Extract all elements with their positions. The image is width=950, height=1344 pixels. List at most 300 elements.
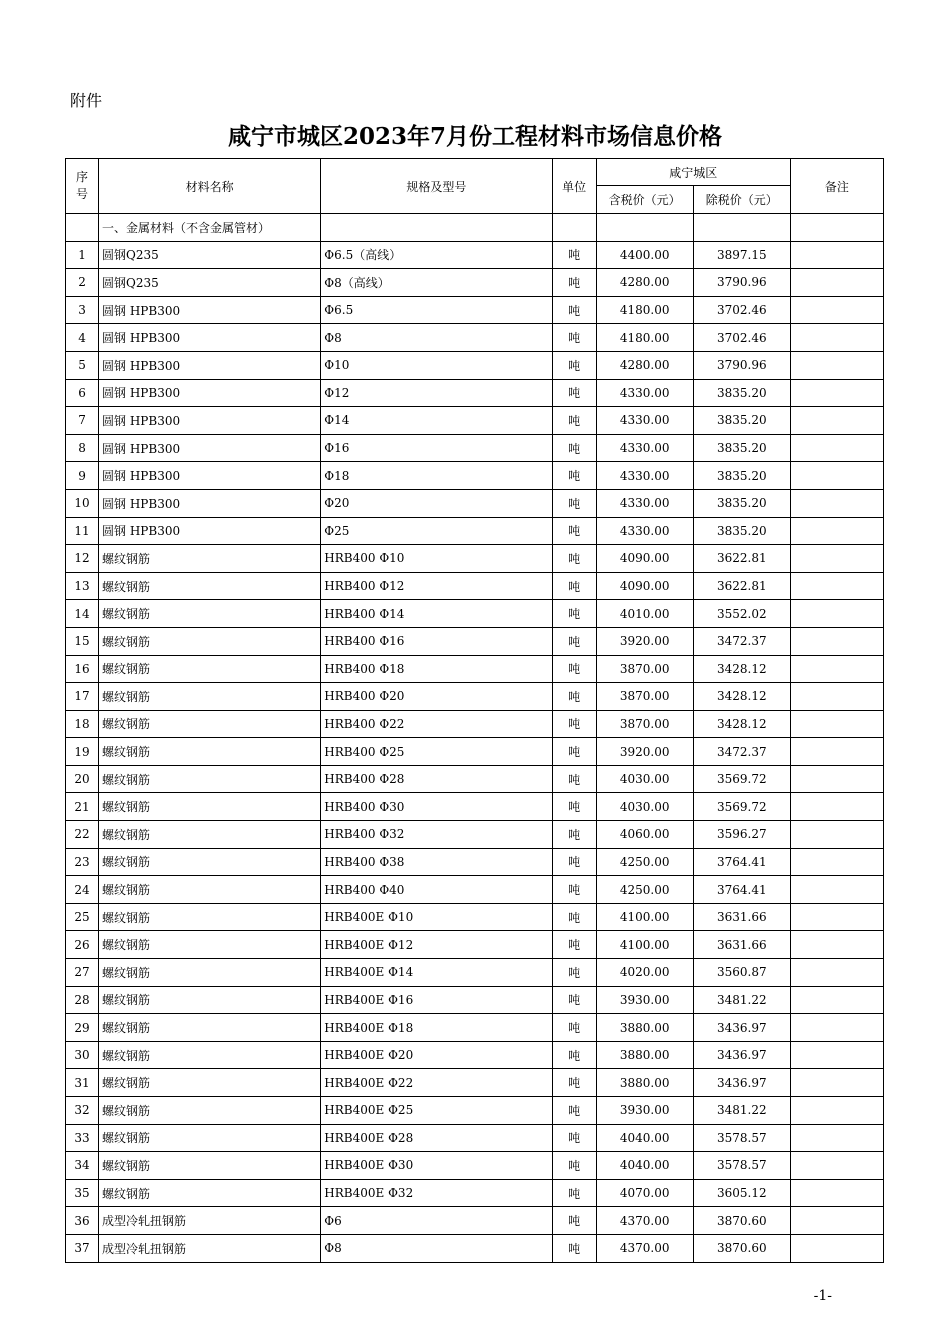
section-seq-cell	[66, 214, 99, 242]
cell-seq: 30	[66, 1041, 99, 1069]
cell-spec: HRB400 Φ25	[321, 738, 552, 766]
cell-price-incl: 4280.00	[596, 351, 693, 379]
cell-seq: 8	[66, 434, 99, 462]
cell-price-incl: 3930.00	[596, 1097, 693, 1125]
section-spec-cell	[321, 214, 552, 242]
cell-seq: 15	[66, 627, 99, 655]
cell-price-incl: 4030.00	[596, 765, 693, 793]
cell-price-incl: 3880.00	[596, 1014, 693, 1042]
cell-spec: HRB400E Φ18	[321, 1014, 552, 1042]
cell-price-incl: 4040.00	[596, 1152, 693, 1180]
cell-seq: 18	[66, 710, 99, 738]
cell-spec: HRB400 Φ14	[321, 600, 552, 628]
cell-spec: HRB400 Φ38	[321, 848, 552, 876]
cell-unit: 吨	[552, 903, 596, 931]
cell-remark	[790, 738, 883, 766]
cell-price-excl: 3569.72	[693, 765, 790, 793]
cell-price-incl: 3920.00	[596, 738, 693, 766]
cell-name: 圆钢 HPB300	[99, 462, 321, 490]
cell-seq: 17	[66, 683, 99, 711]
cell-seq: 32	[66, 1097, 99, 1125]
cell-name: 圆钢 HPB300	[99, 489, 321, 517]
table-row	[66, 1014, 884, 1042]
cell-remark	[790, 1124, 883, 1152]
cell-name: 圆钢 HPB300	[99, 296, 321, 324]
cell-name: 圆钢Q235	[99, 269, 321, 297]
cell-spec: Φ25	[321, 517, 552, 545]
header-spec: 规格及型号	[321, 159, 552, 214]
cell-name: 螺纹钢筋	[99, 655, 321, 683]
cell-remark	[790, 489, 883, 517]
cell-spec: HRB400 Φ22	[321, 710, 552, 738]
cell-remark	[790, 545, 883, 573]
cell-seq: 28	[66, 986, 99, 1014]
table-row	[66, 931, 884, 959]
cell-price-excl: 3835.20	[693, 379, 790, 407]
cell-price-incl: 3930.00	[596, 986, 693, 1014]
cell-spec: HRB400E Φ12	[321, 931, 552, 959]
cell-seq: 9	[66, 462, 99, 490]
cell-seq: 11	[66, 517, 99, 545]
cell-price-excl: 3596.27	[693, 821, 790, 849]
cell-unit: 吨	[552, 1097, 596, 1125]
cell-seq: 25	[66, 903, 99, 931]
cell-remark	[790, 1041, 883, 1069]
cell-unit: 吨	[552, 738, 596, 766]
cell-unit: 吨	[552, 1207, 596, 1235]
attachment-label: 附件	[70, 91, 103, 110]
cell-spec: Φ20	[321, 489, 552, 517]
cell-price-excl: 3436.97	[693, 1014, 790, 1042]
cell-unit: 吨	[552, 655, 596, 683]
cell-seq: 5	[66, 351, 99, 379]
cell-unit: 吨	[552, 931, 596, 959]
cell-seq: 22	[66, 821, 99, 849]
cell-price-incl: 3870.00	[596, 683, 693, 711]
cell-price-incl: 4020.00	[596, 959, 693, 987]
cell-price-incl: 4070.00	[596, 1179, 693, 1207]
table-row	[66, 572, 884, 600]
cell-remark	[790, 600, 883, 628]
cell-name: 螺纹钢筋	[99, 1124, 321, 1152]
cell-remark	[790, 959, 883, 987]
cell-remark	[790, 1014, 883, 1042]
section-title: 一、金属材料（不含金属管材）	[99, 214, 321, 242]
cell-spec: Φ6.5	[321, 296, 552, 324]
cell-price-excl: 3472.37	[693, 738, 790, 766]
cell-name: 螺纹钢筋	[99, 1097, 321, 1125]
cell-price-incl: 3880.00	[596, 1069, 693, 1097]
cell-seq: 20	[66, 765, 99, 793]
cell-name: 螺纹钢筋	[99, 765, 321, 793]
cell-unit: 吨	[552, 627, 596, 655]
cell-unit: 吨	[552, 959, 596, 987]
header-seq-label: 序号	[76, 170, 89, 201]
cell-remark	[790, 683, 883, 711]
cell-unit: 吨	[552, 324, 596, 352]
table-row	[66, 765, 884, 793]
cell-name: 螺纹钢筋	[99, 959, 321, 987]
table-row	[66, 848, 884, 876]
cell-price-excl: 3790.96	[693, 269, 790, 297]
cell-price-excl: 3835.20	[693, 462, 790, 490]
price-table	[65, 158, 884, 1263]
table-row	[66, 600, 884, 628]
cell-seq: 26	[66, 931, 99, 959]
table-row	[66, 1041, 884, 1069]
cell-price-excl: 3764.41	[693, 848, 790, 876]
table-row	[66, 379, 884, 407]
cell-remark	[790, 351, 883, 379]
cell-seq: 29	[66, 1014, 99, 1042]
table-row	[66, 793, 884, 821]
table-row	[66, 683, 884, 711]
cell-price-incl: 4330.00	[596, 407, 693, 435]
cell-price-incl: 3870.00	[596, 710, 693, 738]
cell-remark	[790, 848, 883, 876]
cell-spec: Φ16	[321, 434, 552, 462]
cell-price-incl: 4330.00	[596, 489, 693, 517]
cell-price-incl: 4090.00	[596, 545, 693, 573]
cell-price-incl: 3880.00	[596, 1041, 693, 1069]
table-row	[66, 655, 884, 683]
cell-price-incl: 4250.00	[596, 848, 693, 876]
cell-remark	[790, 434, 883, 462]
cell-seq: 31	[66, 1069, 99, 1097]
cell-spec: HRB400 Φ28	[321, 765, 552, 793]
cell-unit: 吨	[552, 241, 596, 269]
table-row	[66, 1179, 884, 1207]
header-seq	[66, 159, 99, 214]
cell-unit: 吨	[552, 434, 596, 462]
table-row	[66, 1097, 884, 1125]
cell-price-incl: 4180.00	[596, 324, 693, 352]
page-title: 咸宁市城区2023年7月份工程材料市场信息价格	[227, 123, 723, 150]
cell-name: 螺纹钢筋	[99, 1179, 321, 1207]
cell-unit: 吨	[552, 269, 596, 297]
cell-unit: 吨	[552, 821, 596, 849]
cell-remark	[790, 1207, 883, 1235]
cell-price-incl: 4100.00	[596, 931, 693, 959]
cell-name: 螺纹钢筋	[99, 1014, 321, 1042]
cell-remark	[790, 793, 883, 821]
cell-price-excl: 3569.72	[693, 793, 790, 821]
cell-remark	[790, 269, 883, 297]
cell-price-incl: 4280.00	[596, 269, 693, 297]
cell-unit: 吨	[552, 462, 596, 490]
table-row	[66, 903, 884, 931]
cell-seq: 13	[66, 572, 99, 600]
cell-name: 螺纹钢筋	[99, 627, 321, 655]
cell-price-incl: 4250.00	[596, 876, 693, 904]
cell-price-incl: 4100.00	[596, 903, 693, 931]
cell-name: 螺纹钢筋	[99, 986, 321, 1014]
cell-price-incl: 3920.00	[596, 627, 693, 655]
table-row	[66, 1069, 884, 1097]
cell-price-excl: 3622.81	[693, 545, 790, 573]
cell-spec: HRB400 Φ10	[321, 545, 552, 573]
cell-remark	[790, 572, 883, 600]
cell-remark	[790, 1179, 883, 1207]
cell-price-excl: 3578.57	[693, 1124, 790, 1152]
table-row	[66, 738, 884, 766]
cell-spec: HRB400E Φ30	[321, 1152, 552, 1180]
cell-price-incl: 4060.00	[596, 821, 693, 849]
cell-name: 圆钢 HPB300	[99, 324, 321, 352]
table-row	[66, 296, 884, 324]
cell-unit: 吨	[552, 876, 596, 904]
cell-name: 螺纹钢筋	[99, 545, 321, 573]
cell-unit: 吨	[552, 545, 596, 573]
cell-remark	[790, 655, 883, 683]
cell-name: 螺纹钢筋	[99, 931, 321, 959]
table-row	[66, 821, 884, 849]
cell-spec: HRB400 Φ30	[321, 793, 552, 821]
table-row	[66, 324, 884, 352]
cell-unit: 吨	[552, 572, 596, 600]
cell-name: 螺纹钢筋	[99, 1069, 321, 1097]
cell-unit: 吨	[552, 1069, 596, 1097]
cell-seq: 7	[66, 407, 99, 435]
cell-spec: Φ6	[321, 1207, 552, 1235]
section-row	[66, 214, 884, 242]
cell-seq: 6	[66, 379, 99, 407]
cell-name: 螺纹钢筋	[99, 1152, 321, 1180]
header-unit: 单位	[552, 159, 596, 214]
cell-remark	[790, 1097, 883, 1125]
cell-price-excl: 3835.20	[693, 407, 790, 435]
cell-spec: HRB400 Φ12	[321, 572, 552, 600]
cell-seq: 34	[66, 1152, 99, 1180]
cell-unit: 吨	[552, 1234, 596, 1262]
section-unit-cell	[552, 214, 596, 242]
table-row	[66, 489, 884, 517]
cell-remark	[790, 241, 883, 269]
table-body	[66, 214, 884, 1263]
cell-spec: HRB400 Φ16	[321, 627, 552, 655]
cell-price-excl: 3764.41	[693, 876, 790, 904]
cell-price-incl: 4180.00	[596, 296, 693, 324]
cell-remark	[790, 1069, 883, 1097]
cell-price-excl: 3428.12	[693, 655, 790, 683]
cell-name: 螺纹钢筋	[99, 572, 321, 600]
cell-remark	[790, 986, 883, 1014]
cell-remark	[790, 517, 883, 545]
cell-price-incl: 4040.00	[596, 1124, 693, 1152]
cell-remark	[790, 407, 883, 435]
cell-seq: 2	[66, 269, 99, 297]
cell-spec: HRB400E Φ28	[321, 1124, 552, 1152]
cell-price-incl: 4370.00	[596, 1207, 693, 1235]
cell-unit: 吨	[552, 765, 596, 793]
cell-price-excl: 3702.46	[693, 324, 790, 352]
cell-seq: 10	[66, 489, 99, 517]
cell-price-incl: 4330.00	[596, 379, 693, 407]
table-row	[66, 269, 884, 297]
cell-price-incl: 4010.00	[596, 600, 693, 628]
cell-name: 圆钢 HPB300	[99, 379, 321, 407]
table-row	[66, 986, 884, 1014]
cell-price-excl: 3835.20	[693, 434, 790, 462]
cell-remark	[790, 710, 883, 738]
cell-name: 圆钢 HPB300	[99, 407, 321, 435]
header-tax-incl: 含税价（元）	[596, 186, 693, 214]
cell-spec: Φ8	[321, 324, 552, 352]
table-row	[66, 876, 884, 904]
section-incl-cell	[596, 214, 693, 242]
cell-price-excl: 3835.20	[693, 517, 790, 545]
cell-seq: 36	[66, 1207, 99, 1235]
cell-price-incl: 4090.00	[596, 572, 693, 600]
cell-price-incl: 3870.00	[596, 655, 693, 683]
cell-spec: HRB400E Φ32	[321, 1179, 552, 1207]
cell-price-incl: 4330.00	[596, 462, 693, 490]
table-row	[66, 1152, 884, 1180]
cell-price-excl: 3436.97	[693, 1041, 790, 1069]
cell-spec: HRB400 Φ20	[321, 683, 552, 711]
cell-price-excl: 3702.46	[693, 296, 790, 324]
cell-price-excl: 3897.15	[693, 241, 790, 269]
cell-remark	[790, 462, 883, 490]
cell-name: 螺纹钢筋	[99, 738, 321, 766]
cell-remark	[790, 1152, 883, 1180]
cell-spec: Φ14	[321, 407, 552, 435]
table-row	[66, 545, 884, 573]
cell-unit: 吨	[552, 1041, 596, 1069]
cell-seq: 16	[66, 655, 99, 683]
cell-price-excl: 3870.60	[693, 1234, 790, 1262]
cell-unit: 吨	[552, 600, 596, 628]
cell-name: 螺纹钢筋	[99, 848, 321, 876]
table-row	[66, 434, 884, 462]
cell-price-excl: 3481.22	[693, 986, 790, 1014]
cell-name: 圆钢 HPB300	[99, 434, 321, 462]
cell-name: 圆钢 HPB300	[99, 351, 321, 379]
cell-price-excl: 3605.12	[693, 1179, 790, 1207]
cell-price-excl: 3560.87	[693, 959, 790, 987]
cell-price-excl: 3428.12	[693, 710, 790, 738]
cell-spec: Φ12	[321, 379, 552, 407]
cell-name: 圆钢Q235	[99, 241, 321, 269]
cell-unit: 吨	[552, 407, 596, 435]
cell-spec: Φ8	[321, 1234, 552, 1262]
cell-seq: 4	[66, 324, 99, 352]
table-row	[66, 517, 884, 545]
cell-price-excl: 3578.57	[693, 1152, 790, 1180]
cell-remark	[790, 324, 883, 352]
cell-remark	[790, 379, 883, 407]
cell-name: 成型冷轧扭钢筋	[99, 1234, 321, 1262]
cell-name: 圆钢 HPB300	[99, 517, 321, 545]
cell-price-incl: 4330.00	[596, 434, 693, 462]
cell-price-excl: 3790.96	[693, 351, 790, 379]
cell-price-incl: 4370.00	[596, 1234, 693, 1262]
table-row	[66, 241, 884, 269]
header-region: 咸宁城区	[596, 159, 790, 186]
cell-unit: 吨	[552, 489, 596, 517]
table-row	[66, 710, 884, 738]
cell-remark	[790, 821, 883, 849]
table-row	[66, 407, 884, 435]
table-row	[66, 627, 884, 655]
cell-seq: 1	[66, 241, 99, 269]
table-row	[66, 1124, 884, 1152]
cell-seq: 3	[66, 296, 99, 324]
cell-name: 螺纹钢筋	[99, 710, 321, 738]
page-number: -1-	[813, 1288, 832, 1304]
cell-unit: 吨	[552, 379, 596, 407]
cell-spec: HRB400E Φ10	[321, 903, 552, 931]
cell-spec: HRB400E Φ25	[321, 1097, 552, 1125]
cell-remark	[790, 296, 883, 324]
cell-seq: 12	[66, 545, 99, 573]
cell-seq: 35	[66, 1179, 99, 1207]
cell-price-incl: 4030.00	[596, 793, 693, 821]
cell-spec: Φ8（高线）	[321, 269, 552, 297]
cell-spec: HRB400E Φ16	[321, 986, 552, 1014]
table-row	[66, 462, 884, 490]
cell-price-excl: 3870.60	[693, 1207, 790, 1235]
cell-seq: 24	[66, 876, 99, 904]
cell-name: 螺纹钢筋	[99, 903, 321, 931]
cell-spec: HRB400 Φ18	[321, 655, 552, 683]
cell-price-excl: 3481.22	[693, 1097, 790, 1125]
cell-spec: Φ6.5（高线）	[321, 241, 552, 269]
cell-remark	[790, 1234, 883, 1262]
cell-unit: 吨	[552, 1152, 596, 1180]
cell-price-excl: 3835.20	[693, 489, 790, 517]
cell-unit: 吨	[552, 683, 596, 711]
cell-unit: 吨	[552, 517, 596, 545]
cell-name: 螺纹钢筋	[99, 876, 321, 904]
table-row	[66, 1234, 884, 1262]
cell-seq: 27	[66, 959, 99, 987]
cell-unit: 吨	[552, 1179, 596, 1207]
cell-price-excl: 3631.66	[693, 931, 790, 959]
cell-spec: Φ10	[321, 351, 552, 379]
cell-seq: 23	[66, 848, 99, 876]
cell-price-excl: 3622.81	[693, 572, 790, 600]
section-excl-cell	[693, 214, 790, 242]
table-row	[66, 1207, 884, 1235]
table-row	[66, 959, 884, 987]
cell-name: 螺纹钢筋	[99, 1041, 321, 1069]
cell-price-incl: 4400.00	[596, 241, 693, 269]
cell-price-excl: 3436.97	[693, 1069, 790, 1097]
cell-remark	[790, 627, 883, 655]
cell-remark	[790, 931, 883, 959]
cell-spec: Φ18	[321, 462, 552, 490]
cell-seq: 19	[66, 738, 99, 766]
cell-unit: 吨	[552, 1014, 596, 1042]
cell-seq: 37	[66, 1234, 99, 1262]
cell-unit: 吨	[552, 793, 596, 821]
cell-remark	[790, 876, 883, 904]
cell-name: 成型冷轧扭钢筋	[99, 1207, 321, 1235]
table-row	[66, 351, 884, 379]
cell-name: 螺纹钢筋	[99, 600, 321, 628]
cell-spec: HRB400E Φ22	[321, 1069, 552, 1097]
cell-unit: 吨	[552, 351, 596, 379]
cell-unit: 吨	[552, 1124, 596, 1152]
cell-unit: 吨	[552, 710, 596, 738]
cell-spec: HRB400E Φ14	[321, 959, 552, 987]
cell-remark	[790, 765, 883, 793]
cell-name: 螺纹钢筋	[99, 793, 321, 821]
header-tax-excl: 除税价（元）	[693, 186, 790, 214]
cell-remark	[790, 903, 883, 931]
cell-price-excl: 3552.02	[693, 600, 790, 628]
